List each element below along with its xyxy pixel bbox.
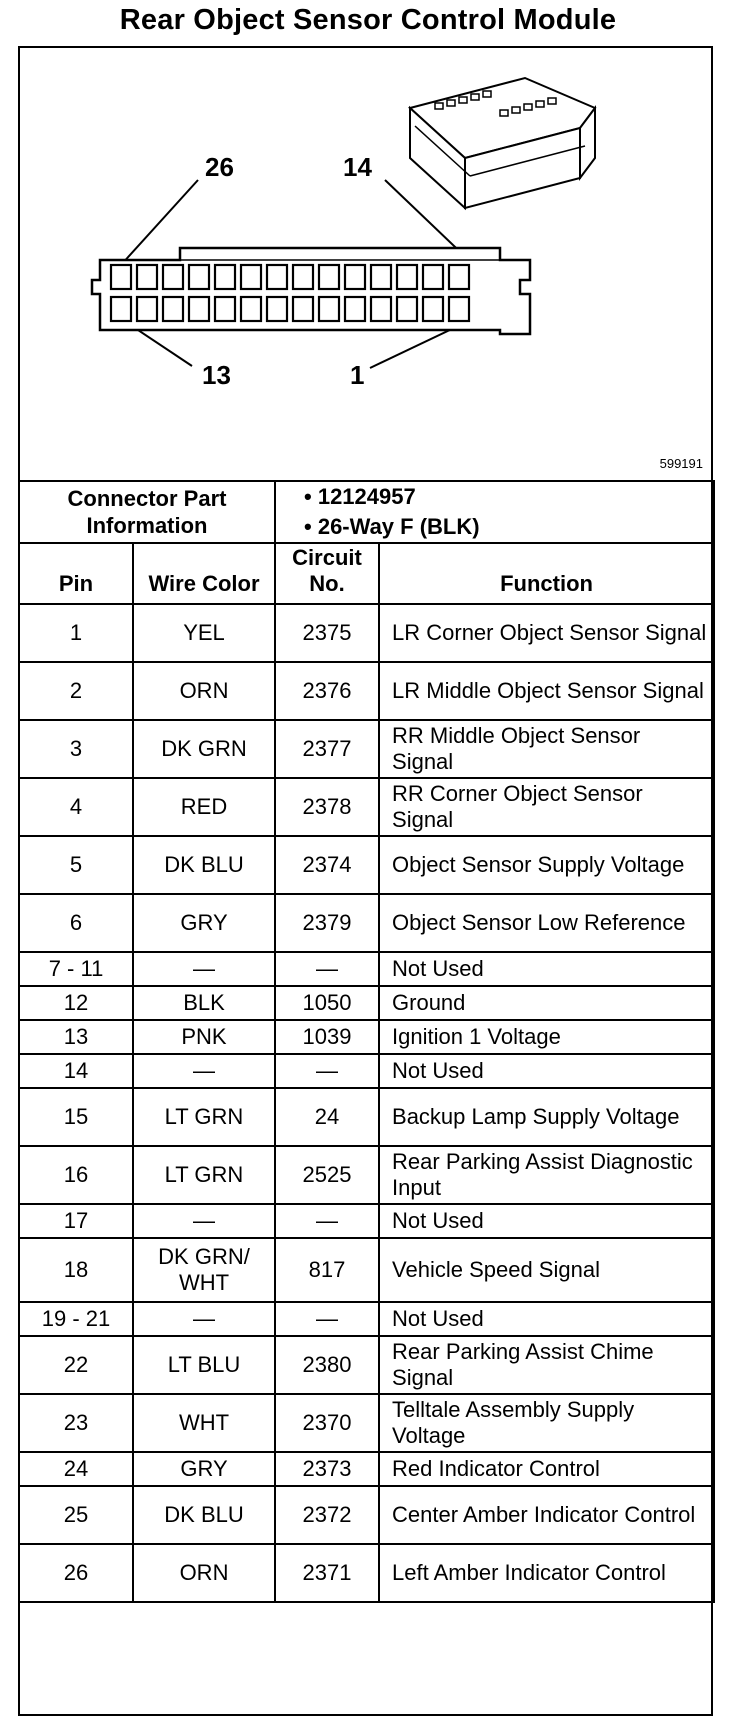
- cell-wire-color: —: [133, 1302, 275, 1336]
- cell-function: Rear Parking Assist Diagnostic Input: [379, 1146, 714, 1204]
- connector-description: • 26-Way F (BLK): [304, 514, 480, 539]
- cell-wire-color: GRY: [133, 1452, 275, 1486]
- cell-pin: 26: [19, 1544, 133, 1602]
- cell-circuit: 2374: [275, 836, 379, 894]
- cell-wire-color: DK GRN/ WHT: [133, 1238, 275, 1302]
- header-function: Function: [379, 543, 714, 604]
- cell-pin: 14: [19, 1054, 133, 1088]
- cell-function: LR Corner Object Sensor Signal: [379, 604, 714, 662]
- connector-drawing: [20, 48, 711, 480]
- cell-circuit: 2372: [275, 1486, 379, 1544]
- table-row: [19, 1486, 714, 1544]
- table-row: [19, 1394, 714, 1452]
- cell-pin: 4: [19, 778, 133, 836]
- cell-pin: 17: [19, 1204, 133, 1238]
- cell-pin: 25: [19, 1486, 133, 1544]
- connector-info-section: [19, 481, 714, 543]
- table-row: [19, 778, 714, 836]
- cell-wire-color: —: [133, 952, 275, 986]
- cell-function: Not Used: [379, 1054, 714, 1088]
- cell-wire-color: DK GRN: [133, 720, 275, 778]
- pinout-header: [19, 543, 714, 604]
- cell-wire-color: LT BLU: [133, 1336, 275, 1394]
- cell-function: Not Used: [379, 1302, 714, 1336]
- table-row: [19, 1088, 714, 1146]
- cell-function: Not Used: [379, 1204, 714, 1238]
- cell-function: Object Sensor Low Reference: [379, 894, 714, 952]
- cell-pin: 16: [19, 1146, 133, 1204]
- connector-part-number: • 12124957: [304, 484, 416, 509]
- cell-pin: 15: [19, 1088, 133, 1146]
- table-row: [19, 720, 714, 778]
- cell-circuit: 24: [275, 1088, 379, 1146]
- cell-circuit: 2525: [275, 1146, 379, 1204]
- cell-wire-color: ORN: [133, 662, 275, 720]
- cell-circuit: —: [275, 1302, 379, 1336]
- cell-circuit: 2370: [275, 1394, 379, 1452]
- cell-wire-color: RED: [133, 778, 275, 836]
- cell-function: Center Amber Indicator Control: [379, 1486, 714, 1544]
- cell-circuit: 2375: [275, 604, 379, 662]
- table-row: [19, 952, 714, 986]
- table-row: [19, 1336, 714, 1394]
- cell-wire-color: WHT: [133, 1394, 275, 1452]
- cell-wire-color: —: [133, 1054, 275, 1088]
- connector-isometric-sketch: [410, 78, 595, 208]
- table-row: [19, 1146, 714, 1204]
- connector-part-values: [275, 481, 714, 543]
- cell-circuit: 2373: [275, 1452, 379, 1486]
- table-row: [19, 604, 714, 662]
- table-row: [19, 986, 714, 1020]
- cell-circuit: 2379: [275, 894, 379, 952]
- cell-pin: 3: [19, 720, 133, 778]
- cell-pin: 12: [19, 986, 133, 1020]
- cell-pin: 2: [19, 662, 133, 720]
- table-row: [19, 1054, 714, 1088]
- cell-function: Object Sensor Supply Voltage: [379, 836, 714, 894]
- cell-wire-color: BLK: [133, 986, 275, 1020]
- cell-circuit: 2371: [275, 1544, 379, 1602]
- cell-pin: 19 - 21: [19, 1302, 133, 1336]
- header-wire-color: Wire Color: [133, 543, 275, 604]
- cell-pin: 18: [19, 1238, 133, 1302]
- cell-wire-color: GRY: [133, 894, 275, 952]
- cell-function: Telltale Assembly Supply Voltage: [379, 1394, 714, 1452]
- cell-function: Backup Lamp Supply Voltage: [379, 1088, 714, 1146]
- cell-circuit: —: [275, 1204, 379, 1238]
- cell-wire-color: LT GRN: [133, 1088, 275, 1146]
- cell-function: Ignition 1 Voltage: [379, 1020, 714, 1054]
- cell-pin: 6: [19, 894, 133, 952]
- callout-pin-13: 13: [202, 360, 231, 390]
- callout-pin-26: 26: [205, 152, 234, 182]
- cell-pin: 13: [19, 1020, 133, 1054]
- cell-circuit: 817: [275, 1238, 379, 1302]
- cell-wire-color: ORN: [133, 1544, 275, 1602]
- cell-pin: 23: [19, 1394, 133, 1452]
- cell-wire-color: LT GRN: [133, 1146, 275, 1204]
- pinout-table: [18, 480, 715, 1603]
- cell-function: RR Corner Object Sensor Signal: [379, 778, 714, 836]
- cell-wire-color: YEL: [133, 604, 275, 662]
- table-row: [19, 894, 714, 952]
- cell-pin: 1: [19, 604, 133, 662]
- table-row: [19, 1020, 714, 1054]
- cell-circuit: 1039: [275, 1020, 379, 1054]
- cell-function: Vehicle Speed Signal: [379, 1238, 714, 1302]
- cell-function: Red Indicator Control: [379, 1452, 714, 1486]
- cell-pin: 24: [19, 1452, 133, 1486]
- cell-function: Ground: [379, 986, 714, 1020]
- cell-function: Not Used: [379, 952, 714, 986]
- header-pin: Pin: [19, 543, 133, 604]
- cell-function: RR Middle Object Sensor Signal: [379, 720, 714, 778]
- table-row: [19, 662, 714, 720]
- cell-pin: 7 - 11: [19, 952, 133, 986]
- table-row: [19, 1544, 714, 1602]
- cell-circuit: 2376: [275, 662, 379, 720]
- cell-pin: 22: [19, 1336, 133, 1394]
- callout-pin-14: 14: [343, 152, 372, 182]
- cell-wire-color: —: [133, 1204, 275, 1238]
- table-row: [19, 1452, 714, 1486]
- cell-circuit: 1050: [275, 986, 379, 1020]
- table-row: [19, 1238, 714, 1302]
- cell-function: Rear Parking Assist Chime Signal: [379, 1336, 714, 1394]
- cell-wire-color: DK BLU: [133, 1486, 275, 1544]
- cell-wire-color: PNK: [133, 1020, 275, 1054]
- page-title: Rear Object Sensor Control Module: [119, 4, 617, 36]
- cell-circuit: —: [275, 1054, 379, 1088]
- cell-function: LR Middle Object Sensor Signal: [379, 662, 714, 720]
- cell-circuit: 2380: [275, 1336, 379, 1394]
- callout-pin-1: 1: [350, 360, 365, 390]
- figure-id: 599191: [659, 456, 703, 471]
- connector-diagram: [20, 48, 711, 480]
- header-circuit: Circuit No.: [275, 543, 379, 604]
- table-row: [19, 1302, 714, 1336]
- table-row: [19, 1204, 714, 1238]
- table-row: [19, 836, 714, 894]
- cell-wire-color: DK BLU: [133, 836, 275, 894]
- cell-circuit: 2378: [275, 778, 379, 836]
- cell-function: Left Amber Indicator Control: [379, 1544, 714, 1602]
- connector-part-label: Connector Part Information: [19, 481, 275, 543]
- pinout-rows: [19, 604, 714, 1602]
- cell-pin: 5: [19, 836, 133, 894]
- cell-circuit: 2377: [275, 720, 379, 778]
- cell-circuit: —: [275, 952, 379, 986]
